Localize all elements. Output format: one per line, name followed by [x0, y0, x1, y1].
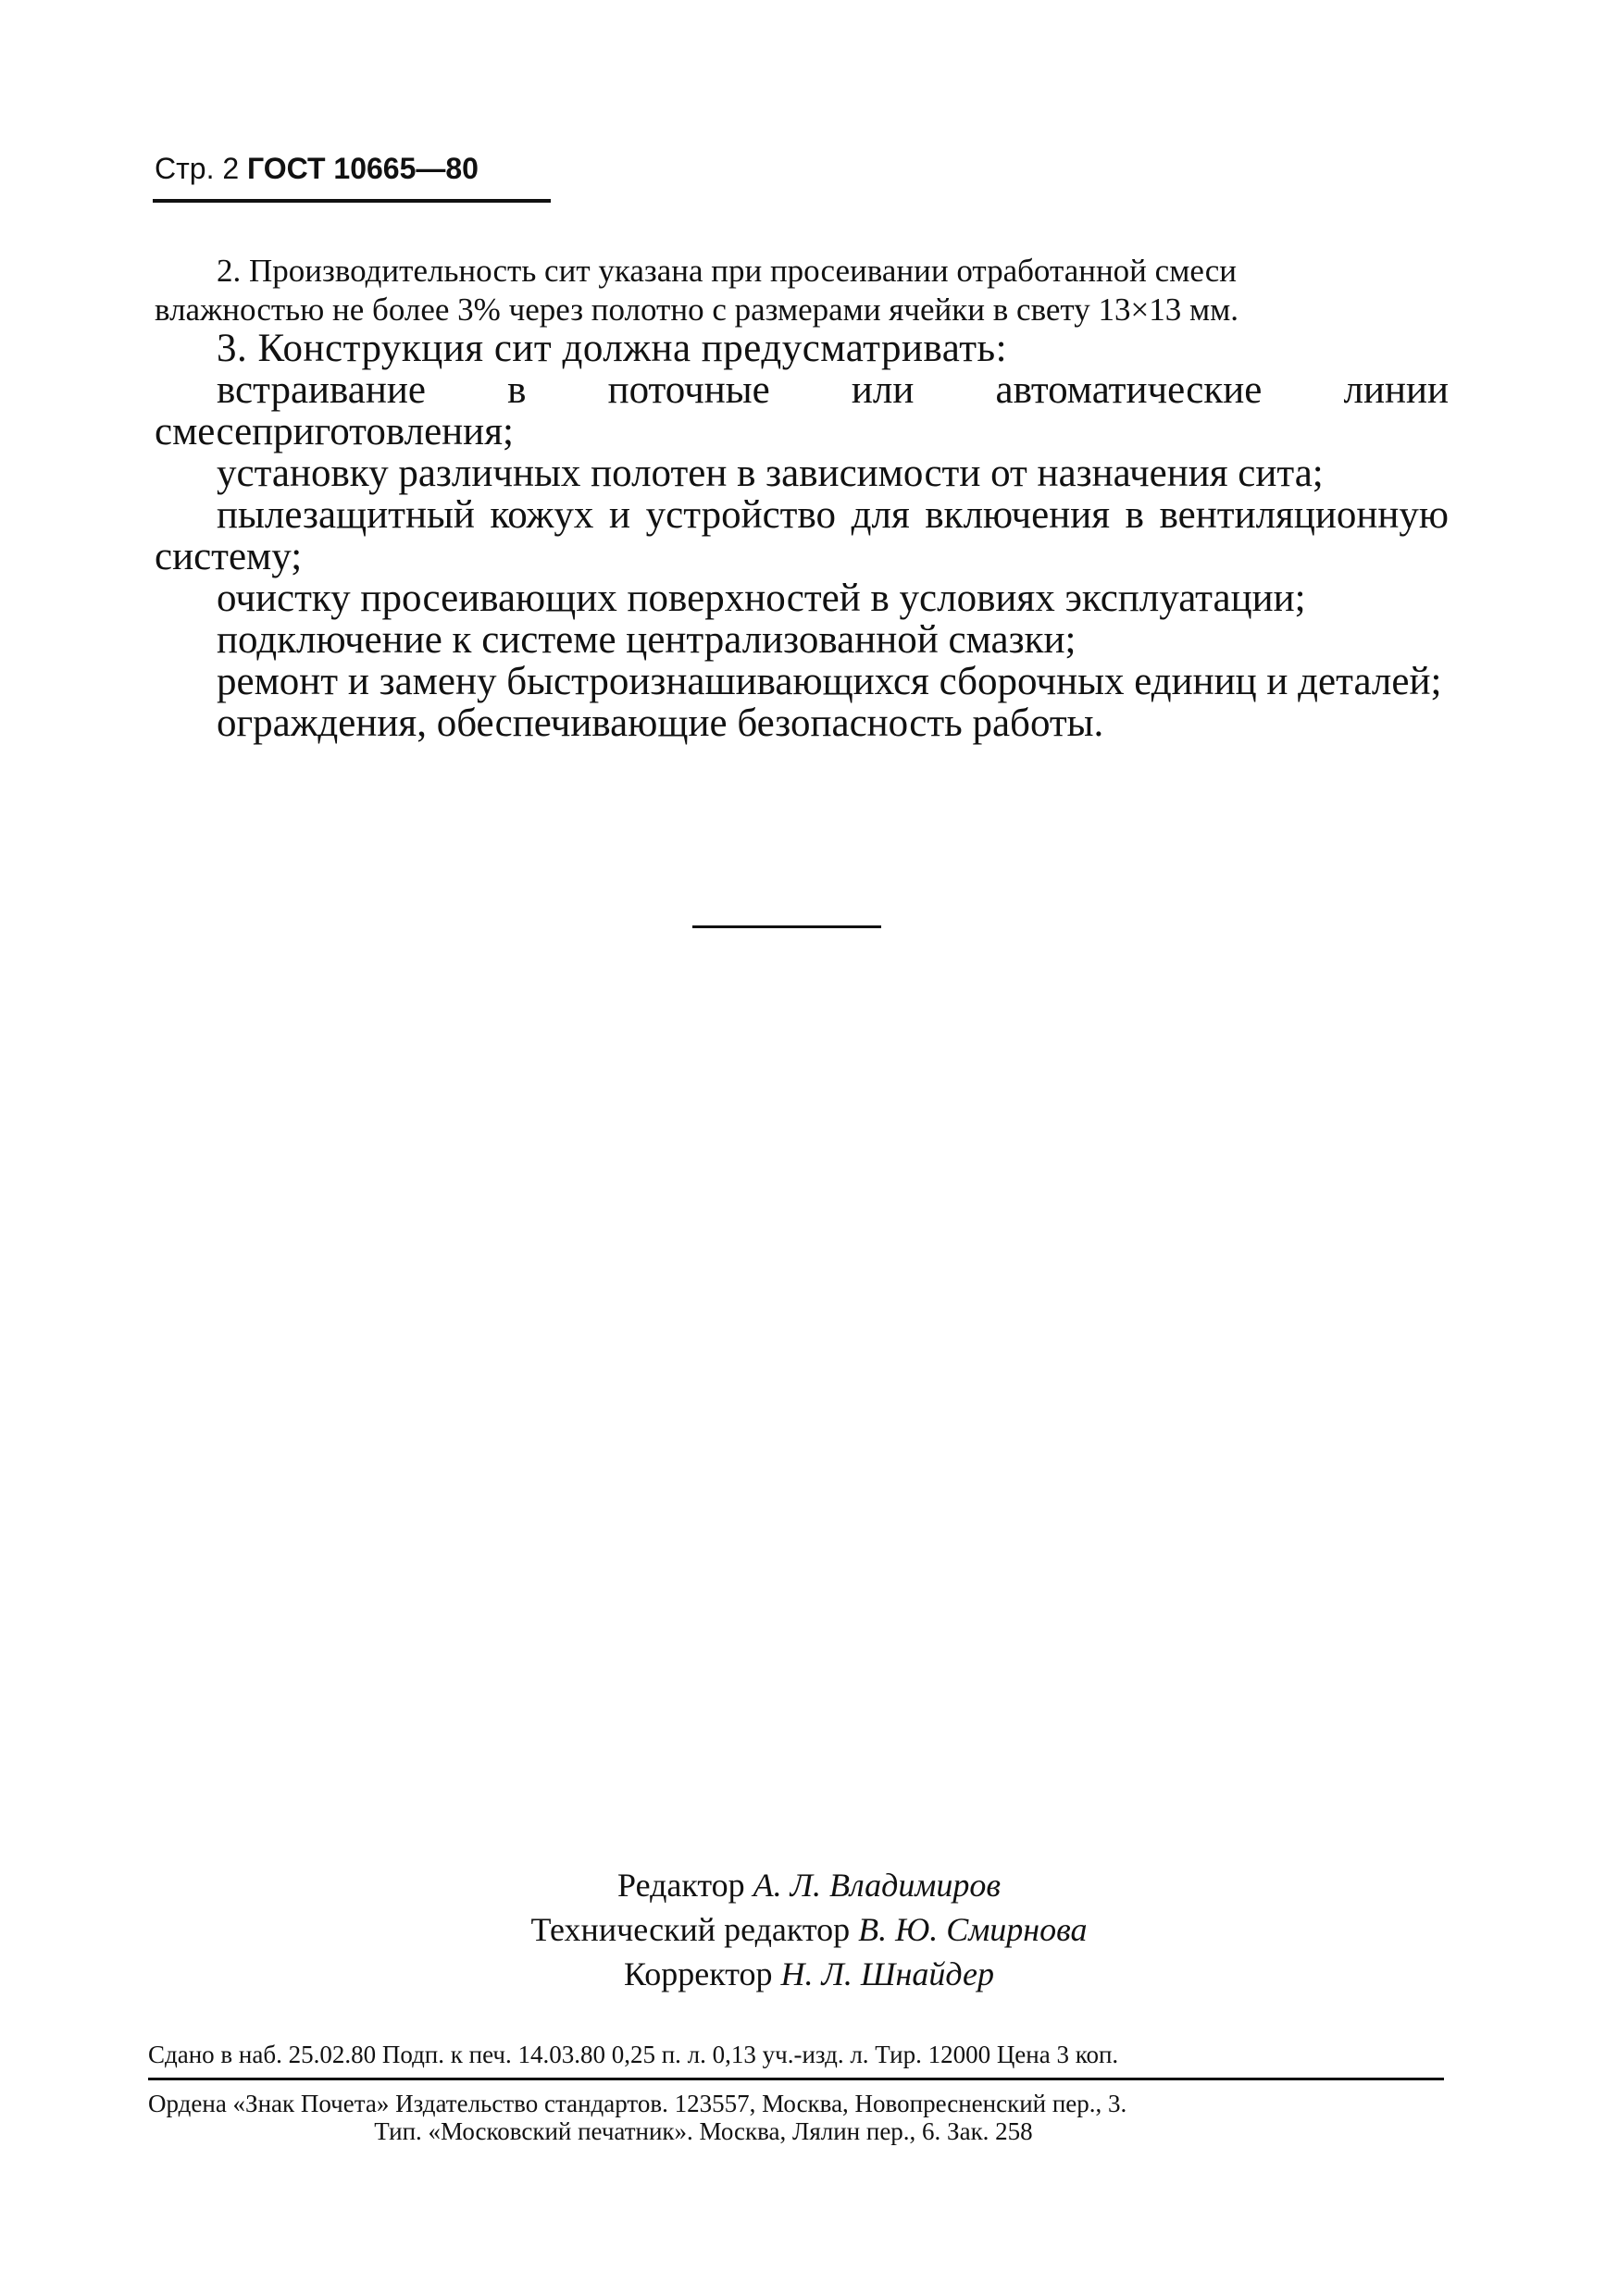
- section-3-item: встраивание в поточные или автоматические линии смесеприготовления;: [155, 368, 1449, 453]
- standard-number: ГОСТ 10665—80: [247, 152, 479, 185]
- editor-role: Редактор: [617, 1867, 745, 1904]
- publisher-info: [148, 2090, 1444, 2145]
- tech-editor-credit: [0, 1907, 1618, 1952]
- section-3-item: подключение к системе централизованной смазки;: [217, 618, 1077, 662]
- editor-credit: [0, 1863, 1618, 1907]
- proofreader-role: Корректор: [624, 1955, 773, 1992]
- section-3-item: ремонт и замену быстроизнашивающихся сборочных единиц и деталей;: [217, 660, 1442, 703]
- editor-name: А. Л. Владимиров: [753, 1867, 1001, 1904]
- section-3-item: установку различных полотен в зависимости от назначения сита;: [217, 452, 1324, 495]
- printer-line: Тип. «Московский печатник». Москва, Лялин пер., 6. Зак. 258: [374, 2117, 1033, 2145]
- section-3: [155, 328, 1449, 744]
- imprint-rule: [148, 2078, 1444, 2080]
- note-2: [155, 252, 1449, 329]
- page-header: [155, 152, 479, 186]
- page-number: Стр. 2: [155, 152, 240, 185]
- end-of-text-rule: [692, 925, 881, 928]
- section-3-item: очистку просеивающих поверхностей в условиях эксплуатации;: [217, 577, 1306, 620]
- section-3-item: пылезащитный кожух и устройство для включения в вентиляционную систему;: [155, 493, 1449, 578]
- publisher-line: Ордена «Знак Почета» Издательство стандартов. 123557, Москва, Новопресненский пер., 3.: [148, 2090, 1127, 2117]
- section-3-item: ограждения, обеспечивающие безопасность работы.: [217, 701, 1104, 745]
- note-2-line-2: влажностью не более 3% через полотно с размерами ячейки в свету 13×13 мм.: [155, 292, 1239, 328]
- header-rule: [153, 199, 551, 203]
- proofreader-credit: [0, 1952, 1618, 1996]
- proofreader-name: Н. Л. Шнайдер: [780, 1955, 994, 1992]
- editorial-credits: [0, 1863, 1618, 1996]
- tech-editor-role: Технический редактор: [530, 1911, 851, 1948]
- tech-editor-name: В. Ю. Смирнова: [858, 1911, 1088, 1948]
- print-info: Сдано в наб. 25.02.80 Подп. к печ. 14.03.80 0,25 п. л. 0,13 уч.-изд. л. Тир. 12000 Цена 3 коп.: [148, 2041, 1119, 2068]
- note-2-line-1: 2. Производительность сит указана при просеивании отработанной смеси: [217, 253, 1238, 289]
- section-3-title: 3. Конструкция сит должна предусматривать:: [217, 327, 1008, 370]
